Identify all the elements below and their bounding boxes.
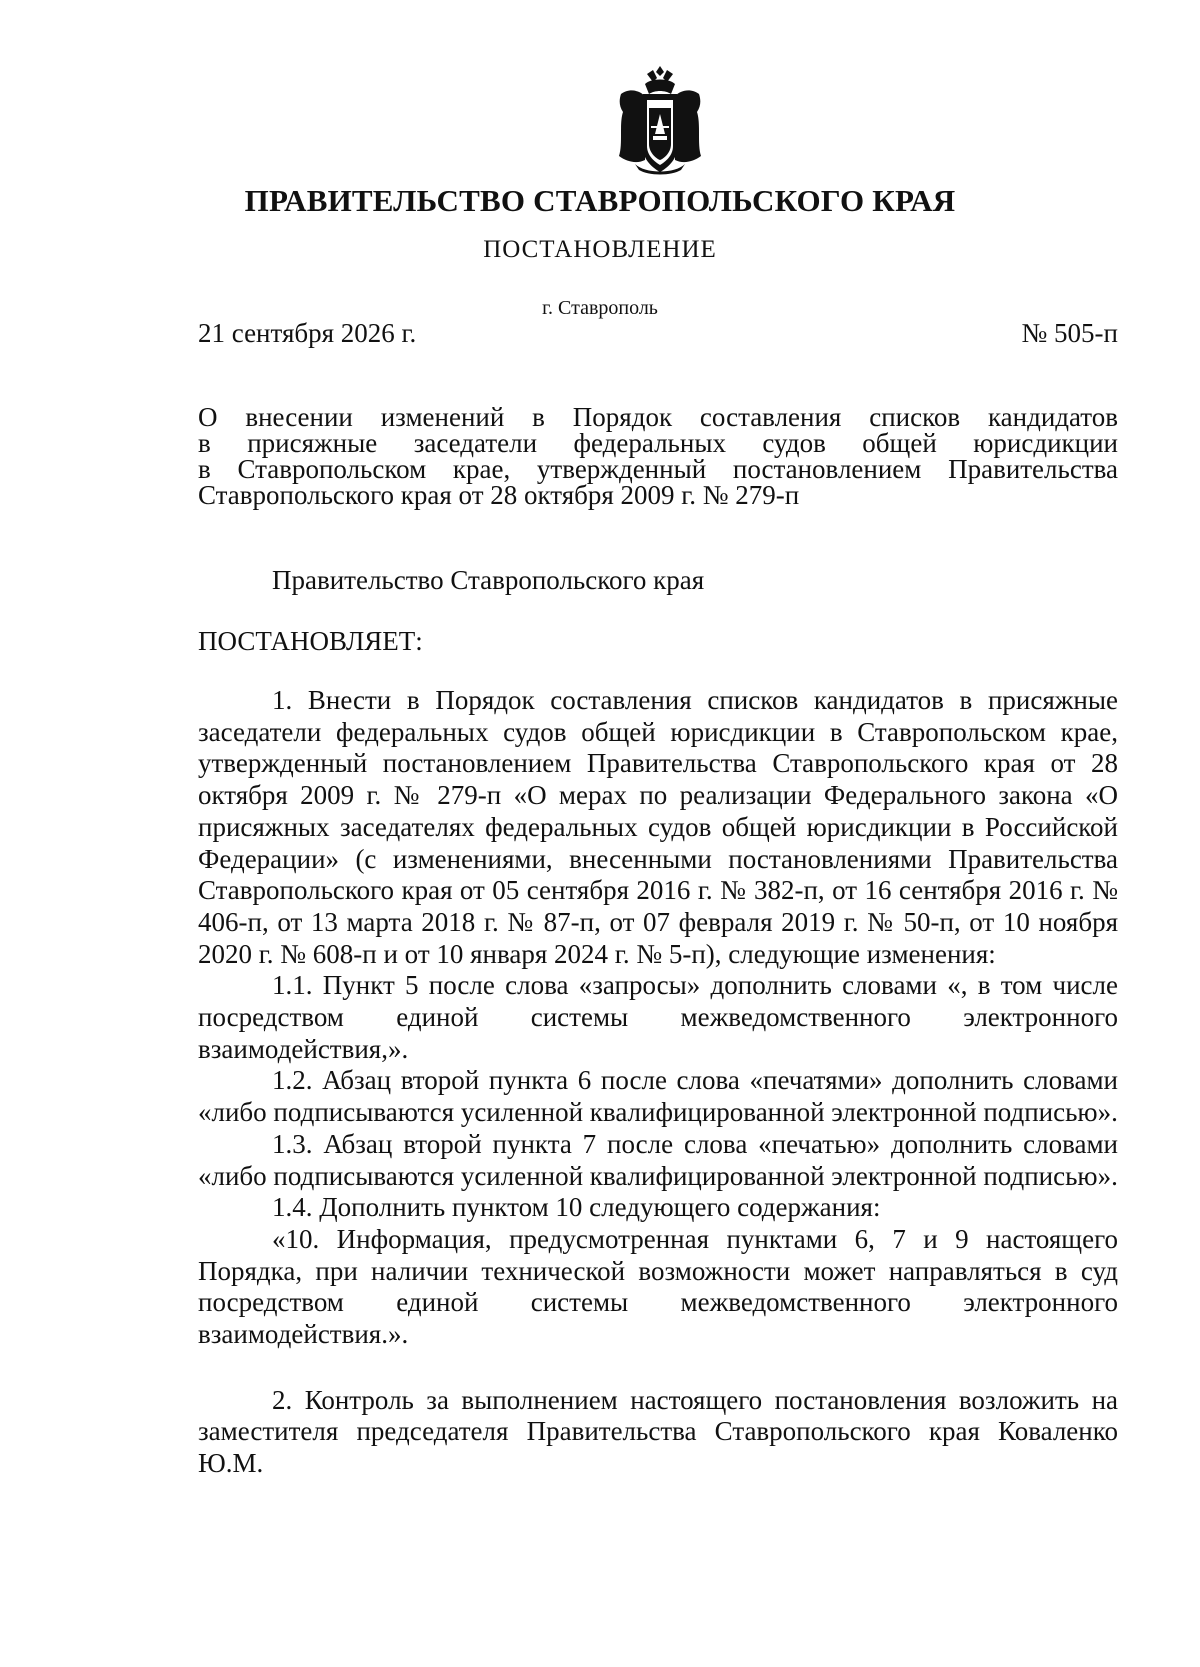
paragraph-1-2: 1.2. Абзац второй пункта 6 после слова «печатями» дополнить словами «либо подписываются усиленной квалифицированной электронной подписью». (198, 1065, 1118, 1128)
paragraph-1-1: 1.1. Пункт 5 после слова «запросы» дополнить словами «, в том числе посредством единой системы межведомственного электронного взаимодействия,». (198, 970, 1118, 1064)
paragraph-2: 2. Контроль за выполнением настоящего постановления возложить на заместителя председателя Правительства Ставропольского края Коваленко Ю.М. (198, 1384, 1118, 1479)
subject-line: в присяжные заседатели федеральных судов общей юрисдикции (198, 428, 1118, 458)
city-label: г. Ставрополь (542, 297, 658, 319)
document-type: ПОСТАНОВЛЕНИЕ (483, 236, 717, 263)
paragraph-1-3: 1.3. Абзац второй пункта 7 после слова «печатью» дополнить словами «либо подписываются усиленной квалифицированной электронной подписью». (198, 1128, 1118, 1191)
document-subject (198, 404, 1118, 508)
resolves-heading: ПОСТАНОВЛЯЕТ: (198, 626, 423, 656)
paragraph-1: 1. Внести в Порядок составления списков кандидатов в присяжные заседатели федеральных судов общей юрисдикции в Ставропольском крае, утвержденный постановлением Правительства Ставропольского края от 28 октября 2009 г. № 279-п «О мерах по реализации Федерального закона «О присяжных заседателях федеральных судов общей юрисдикции в Российской Федерации» (с изменениями, внесенными постановлениями Правительства Ставропольского края от 05 сентября 2016 г. № 382-п, от 16 сентября 2016 г. № 406-п, от 13 марта 2018 г. № 87-п, от 07 февраля 2019 г. № 50-п, от 10 ноября 2020 г. № 608-п и от 10 января 2024 г. № 5-п), следующие изменения: (198, 685, 1118, 969)
organization-title: ПРАВИТЕЛЬСТВО СТАВРОПОЛЬСКОГО КРАЯ (244, 183, 956, 218)
preamble: Правительство Ставропольского края (272, 565, 705, 595)
paragraph-1-4-text: «10. Информация, предусмотренная пунктами 6, 7 и 9 настоящего Порядка, при наличии технической возможности может направляться в суд посредством единой системы межведомственного электронного взаимодействия.». (198, 1223, 1118, 1350)
subject-line: Ставропольского края от 28 октября 2009 г. № 279-п (198, 480, 800, 510)
subject-line: в Ставропольском крае, утвержденный постановлением Правительства (198, 454, 1118, 484)
document-number: № 505-п (1021, 318, 1118, 348)
document-body (198, 685, 1118, 1480)
document-date: 21 сентября 2026 г. (198, 318, 417, 348)
subject-line: О внесении изменений в Порядок составления списков кандидатов (198, 402, 1118, 432)
coat-of-arms-icon (615, 64, 705, 176)
paragraph-1-4: 1.4. Дополнить пунктом 10 следующего содержания: (272, 1192, 881, 1223)
